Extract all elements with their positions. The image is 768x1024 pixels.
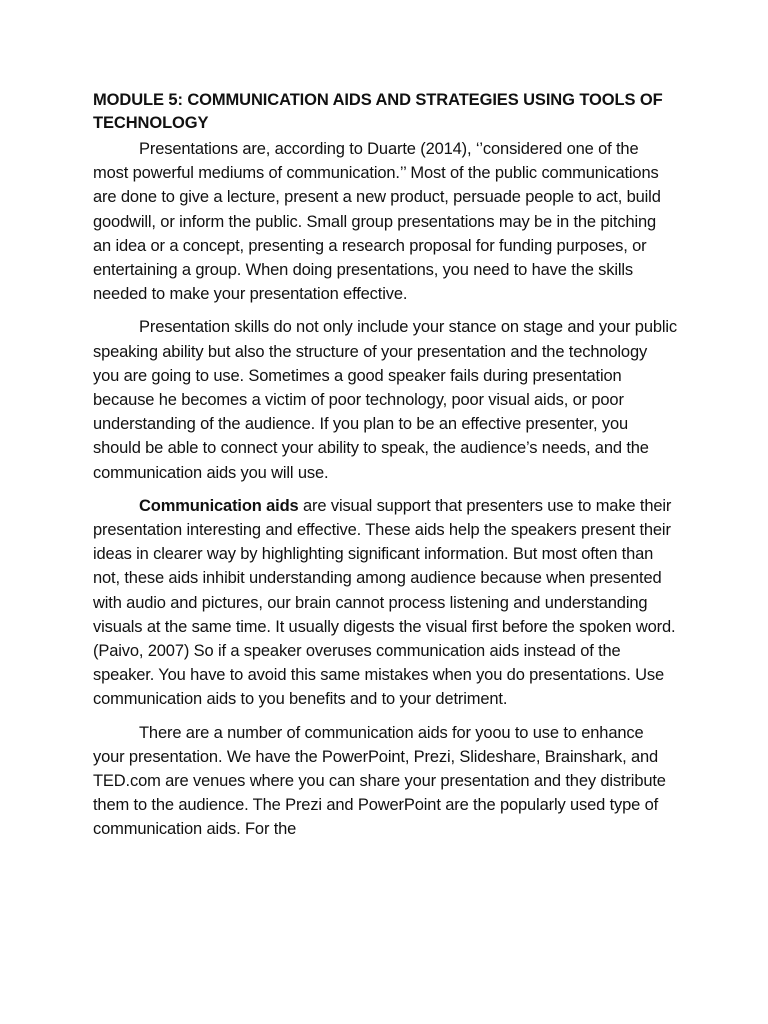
paragraph-aids-list	[93, 721, 677, 842]
module-title: MODULE 5: COMMUNICATION AIDS AND STRATEGIES USING TOOLS OF TECHNOLOGY	[93, 91, 663, 132]
paragraph-text: are visual support that presenters use to make their presentation interesting and effective. These aids help the speakers present their ideas in clearer way by highlighting significant information. But most often than not, these aids inhibit understanding among audience because when presented with audio and pictures, our brain cannot process listening and understanding visuals at the same time. It usually digests the visual first before the spoken word. (Paivo, 2007) So if a speaker overuses communication aids instead of the speaker. You have to avoid this same mistakes when you do presentations. Use communication aids to you benefits and to your detriment.	[93, 496, 676, 709]
paragraph-presentation-skills	[93, 315, 677, 484]
paragraph-presentations	[93, 137, 677, 306]
paragraph-text: Presentation skills do not only include your stance on stage and your public speaking ability but also the structure of your presentation and the technology you are going to use. Sometimes a good speaker fails during presentation because he becomes a victim of poor technology, poor visual aids, or poor understanding of the audience. If you plan to be an effective presenter, you should be able to connect your ability to speak, the audience’s needs, and the communication aids you will use.	[93, 318, 678, 482]
paragraph-text: There are a number of communication aids for yoou to use to enhance your presentation. We have the PowerPoint, Prezi, Slideshare, Brainshark, and TED.com are venues where you can share your presentation and they distribute them to the audience. The Prezi and PowerPoint are the popularly used type of communication aids. For the	[93, 723, 666, 839]
bold-term: Communication aids	[139, 496, 299, 515]
document-body	[93, 89, 677, 851]
paragraph-communication-aids	[93, 494, 677, 712]
paragraph-text: Presentations are, according to Duarte (2014), ‘’considered one of the most powerful mediums of communication.’’ Most of the public communications are done to give a lecture, present a new product, persuade people to act, build goodwill, or inform the public. Small group presentations may be in the pitching an idea or a concept, presenting a research proposal for funding purposes, or entertaining a group. When doing presentations, you need to have the skills needed to make your presentation effective.	[93, 140, 661, 304]
